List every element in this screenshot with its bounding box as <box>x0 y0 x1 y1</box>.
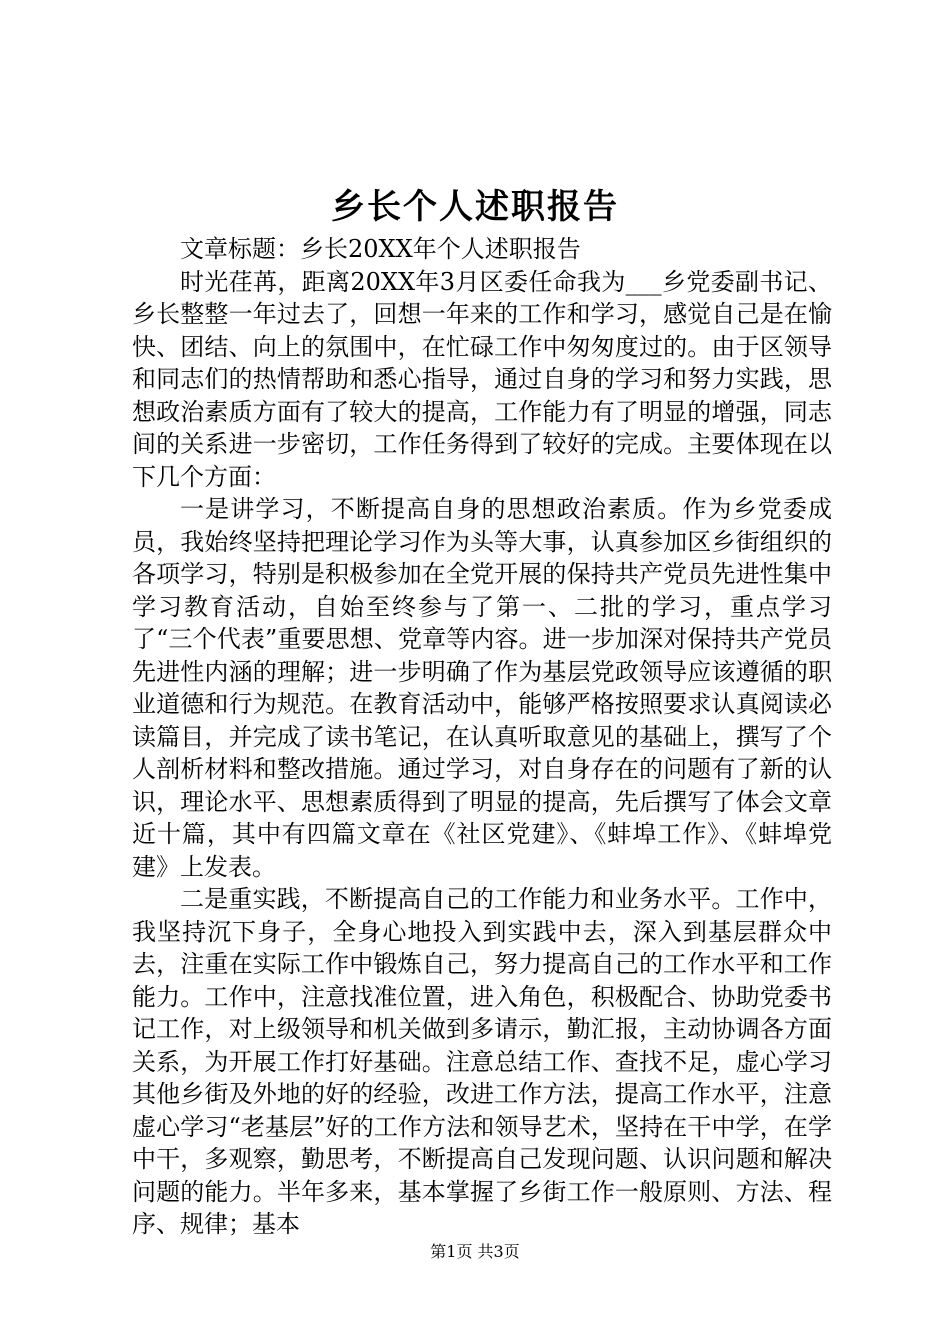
article-title-line: 文章标题：乡长20XX年个人述职报告 <box>180 235 581 263</box>
paragraph-study: 一是讲学习，不断提高自身的思想政治素质。作为乡党委成员，我始终坚持把理论学习作为头等大事，认真参加区乡街组织的各项学习，特别是积极参加在全党开展的保持共产党员先进性集中学习教育活动，自始至终参与了第一、二批的学习，重点学习了“三个代表”重要思想、党章等内容。进一步加深对保持共产党员先进性内涵的理解；进一步明确了作为基层党政领导应该遵循的职业道德和行为规范。在教育活动中，能够严格按照要求认真阅读必读篇目，并完成了读书笔记，在认真听取意见的基础上，撰写了个人剖析材料和整改措施。通过学习，对自身存在的问题有了新的认识，理论水平、思想素质得到了明显的提高，先后撰写了体会文章近十篇，其中有四篇文章在《社区党建》、《蚌埠工作》、《蚌埠党建》上发表。 <box>132 495 832 881</box>
document-title: 乡长个人述职报告 <box>331 187 619 227</box>
paragraph-intro: 时光荏苒，距离20XX年3月区委任命我为___乡党委副书记、乡长整整一年过去了，回想一年来的工作和学习，感觉自己是在愉快、团结、向上的氛围中，在忙碌工作中匆匆度过的。由于区领导和同志们的热情帮助和悉心指导，通过自身的学习和努力实践，思想政治素质方面有了较大的提高，工作能力有了明显的增强，同志间的关系进一步密切，工作任务得到了较好的完成。主要体现在以下几个方面： <box>132 267 832 491</box>
page-total: 共3页 <box>477 1242 520 1261</box>
page-footer <box>0 1240 950 1264</box>
paragraph-practice: 二是重实践，不断提高自己的工作能力和业务水平。工作中，我坚持沉下身子，全身心地投入到实践中去，深入到基层群众中去，注重在实际工作中锻炼自己，努力提高自己的工作水平和工作能力。工作中，注意找准位置，进入角色，积极配合、协助党委书记工作，对上级领导和机关做到多请示，勤汇报，主动协调各方面关系，为开展工作打好基础。注意总结工作、查找不足，虚心学习其他乡街及外地的好的经验，改进工作方法，提高工作水平，注意虚心学习“老基层”好的工作方法和领导艺术，坚持在干中学，在学中干，多观察，勤思考，不断提高自己发现问题、认识问题和解决问题的能力。半年多来，基本掌握了乡街工作一般原则、方法、程序、规律；基本 <box>132 885 832 1238</box>
page-number: 第1页 <box>430 1242 473 1261</box>
document-body <box>132 233 832 1241</box>
